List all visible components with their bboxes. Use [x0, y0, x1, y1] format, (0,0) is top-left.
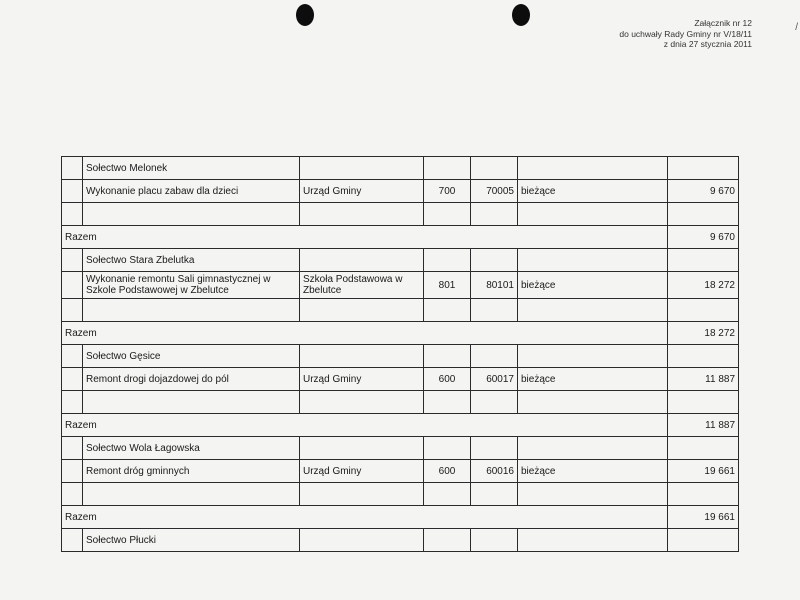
- responsible-unit: Urząd Gminy: [300, 180, 424, 203]
- empty-cell: [668, 157, 739, 180]
- rozdzial-code: 60016: [471, 460, 518, 483]
- empty-cell: [62, 345, 83, 368]
- empty-cell: [518, 391, 668, 414]
- solectwo-name: Sołectwo Wola Łagowska: [83, 437, 300, 460]
- dzial-code: 700: [424, 180, 471, 203]
- empty-cell: [471, 203, 518, 226]
- attachment-header: [619, 18, 752, 50]
- item-description: Remont dróg gminnych: [83, 460, 300, 483]
- empty-cell: [300, 529, 424, 552]
- item-description: Remont drogi dojazdowej do pól: [83, 368, 300, 391]
- empty-cell: [300, 483, 424, 506]
- empty-cell: [668, 437, 739, 460]
- empty-cell: [668, 299, 739, 322]
- solectwo-name: Sołectwo Płucki: [83, 529, 300, 552]
- empty-cell: [62, 391, 83, 414]
- total-value: 18 272: [668, 322, 739, 345]
- total-row: [62, 226, 739, 249]
- empty-cell: [424, 483, 471, 506]
- solectwo-row: [62, 157, 739, 180]
- expense-type: bieżące: [518, 272, 668, 299]
- item-description: Wykonanie placu zabaw dla dzieci: [83, 180, 300, 203]
- empty-cell: [62, 460, 83, 483]
- empty-cell: [518, 299, 668, 322]
- resolution-reference: do uchwały Rady Gminy nr V/18/11: [619, 28, 752, 39]
- empty-cell: [83, 483, 300, 506]
- empty-cell: [668, 249, 739, 272]
- solectwo-name: Sołectwo Gęsice: [83, 345, 300, 368]
- rozdzial-code: 70005: [471, 180, 518, 203]
- amount-value: 11 887: [668, 368, 739, 391]
- resolution-date: z dnia 27 stycznia 2011: [663, 39, 752, 49]
- item-row: [62, 180, 739, 203]
- item-row: [62, 460, 739, 483]
- solectwo-row: [62, 345, 739, 368]
- empty-cell: [62, 483, 83, 506]
- empty-cell: [668, 203, 739, 226]
- empty-cell: [518, 529, 668, 552]
- empty-cell: [300, 299, 424, 322]
- total-label: Razem: [62, 226, 668, 249]
- empty-cell: [518, 437, 668, 460]
- total-value: 11 887: [668, 414, 739, 437]
- empty-cell: [83, 299, 300, 322]
- empty-cell: [471, 345, 518, 368]
- empty-cell: [518, 249, 668, 272]
- solectwo-row: [62, 249, 739, 272]
- solectwo-name: Sołectwo Stara Zbelutka: [83, 249, 300, 272]
- empty-cell: [668, 483, 739, 506]
- empty-cell: [424, 437, 471, 460]
- amount-value: 9 670: [668, 180, 739, 203]
- empty-cell: [300, 203, 424, 226]
- total-row: [62, 414, 739, 437]
- blank-row: [62, 391, 739, 414]
- empty-cell: [300, 345, 424, 368]
- empty-cell: [518, 483, 668, 506]
- total-row: [62, 506, 739, 529]
- solectwo-name: Sołectwo Melonek: [83, 157, 300, 180]
- rozdzial-code: 60017: [471, 368, 518, 391]
- empty-cell: [471, 437, 518, 460]
- empty-cell: [668, 529, 739, 552]
- item-row: [62, 272, 739, 299]
- total-row: [62, 322, 739, 345]
- empty-cell: [62, 368, 83, 391]
- total-label: Razem: [62, 414, 668, 437]
- empty-cell: [471, 157, 518, 180]
- empty-cell: [300, 391, 424, 414]
- empty-cell: [668, 345, 739, 368]
- empty-cell: [300, 157, 424, 180]
- empty-cell: [62, 529, 83, 552]
- rozdzial-code: 80101: [471, 272, 518, 299]
- expense-type: bieżące: [518, 460, 668, 483]
- empty-cell: [62, 272, 83, 299]
- expense-type: bieżące: [518, 368, 668, 391]
- empty-cell: [62, 203, 83, 226]
- item-row: [62, 368, 739, 391]
- empty-cell: [668, 391, 739, 414]
- empty-cell: [300, 437, 424, 460]
- amount-value: 18 272: [668, 272, 739, 299]
- expense-type: bieżące: [518, 180, 668, 203]
- punch-hole-left: [296, 4, 314, 26]
- empty-cell: [471, 391, 518, 414]
- empty-cell: [62, 157, 83, 180]
- attachment-number: Załącznik nr 12: [694, 18, 752, 28]
- empty-cell: [471, 483, 518, 506]
- funds-table: [61, 156, 739, 552]
- dzial-code: 801: [424, 272, 471, 299]
- empty-cell: [62, 249, 83, 272]
- empty-cell: [424, 529, 471, 552]
- blank-row: [62, 483, 739, 506]
- responsible-unit: Szkoła Podstawowa w Zbelutce: [300, 272, 424, 299]
- item-description: Wykonanie remontu Sali gimnastycznej w Szkole Podstawowej w Zbelutce: [83, 272, 300, 299]
- empty-cell: [62, 299, 83, 322]
- total-label: Razem: [62, 506, 668, 529]
- empty-cell: [518, 157, 668, 180]
- empty-cell: [518, 203, 668, 226]
- empty-cell: [424, 157, 471, 180]
- empty-cell: [83, 391, 300, 414]
- dzial-code: 600: [424, 460, 471, 483]
- empty-cell: [424, 299, 471, 322]
- empty-cell: [424, 391, 471, 414]
- corner-mark: /: [795, 22, 798, 33]
- punch-hole-right: [512, 4, 530, 26]
- responsible-unit: Urząd Gminy: [300, 368, 424, 391]
- empty-cell: [471, 249, 518, 272]
- empty-cell: [424, 203, 471, 226]
- empty-cell: [518, 345, 668, 368]
- blank-row: [62, 203, 739, 226]
- responsible-unit: Urząd Gminy: [300, 460, 424, 483]
- blank-row: [62, 299, 739, 322]
- empty-cell: [300, 249, 424, 272]
- empty-cell: [62, 180, 83, 203]
- total-label: Razem: [62, 322, 668, 345]
- empty-cell: [62, 437, 83, 460]
- empty-cell: [424, 345, 471, 368]
- empty-cell: [471, 299, 518, 322]
- empty-cell: [471, 529, 518, 552]
- total-value: 9 670: [668, 226, 739, 249]
- amount-value: 19 661: [668, 460, 739, 483]
- solectwo-row: [62, 437, 739, 460]
- solectwo-row: [62, 529, 739, 552]
- empty-cell: [83, 203, 300, 226]
- total-value: 19 661: [668, 506, 739, 529]
- dzial-code: 600: [424, 368, 471, 391]
- empty-cell: [424, 249, 471, 272]
